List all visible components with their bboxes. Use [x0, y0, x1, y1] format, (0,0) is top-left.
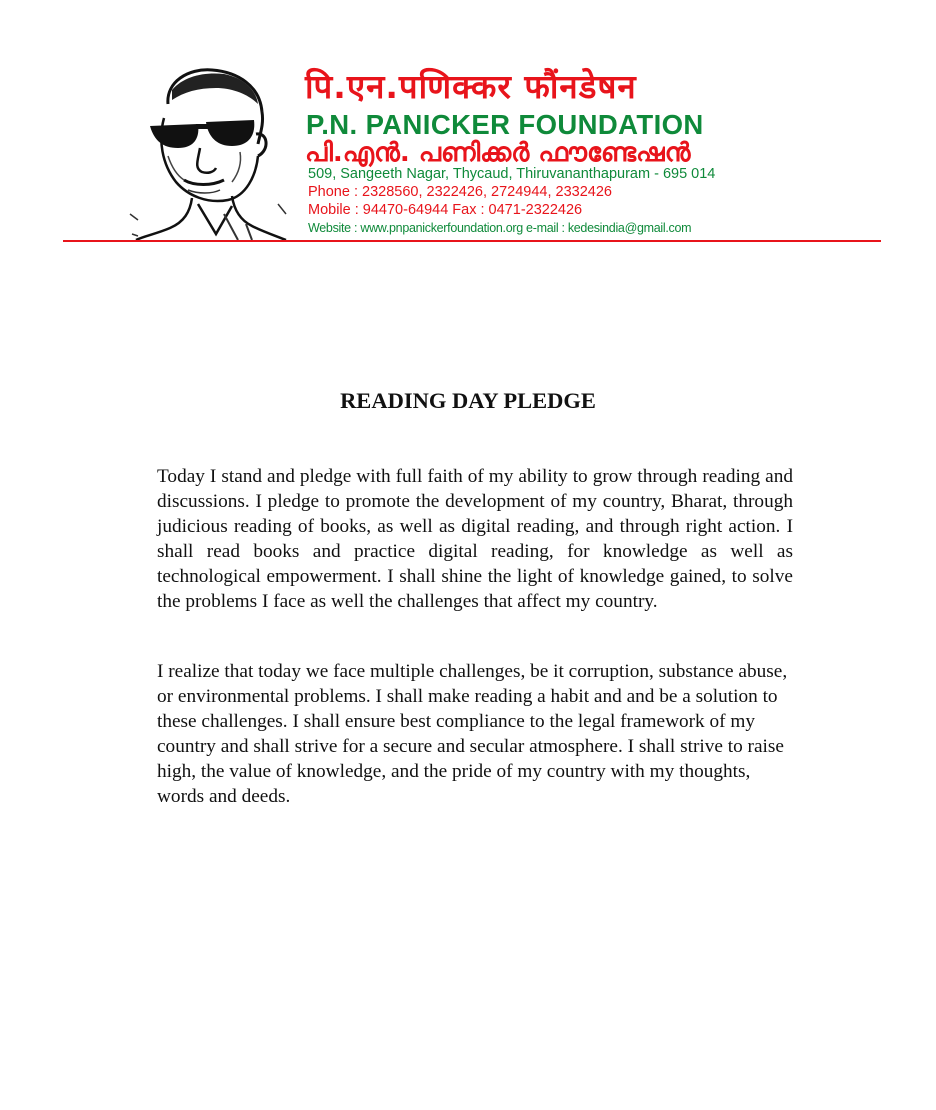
letterhead: [0, 0, 936, 250]
website-email-line: Website : www.pnpanickerfoundation.org e-mail : kedesindia@gmail.com: [308, 221, 692, 235]
org-name-english: P.N. PANICKER FOUNDATION: [306, 109, 704, 140]
document-title: READING DAY PLEDGE: [340, 388, 596, 413]
org-name-malayalam: പി.എൻ. പണിക്കർ ഫൗണ്ടേഷൻ: [305, 138, 691, 168]
org-name-hindi: पि.एन.पणिक्कर फौंनडेषन: [305, 67, 637, 106]
address-line: 509, Sangeeth Nagar, Thycaud, Thiruvananthapuram - 695 014: [308, 166, 716, 182]
founder-portrait: [128, 64, 296, 242]
mobile-fax-line: Mobile : 94470-64944 Fax : 0471-2322426: [308, 202, 583, 218]
pledge-paragraph-1: Today I stand and pledge with full faith of my ability to grow through reading and discussions. I pledge to promote the development of my country, Bharat, through judicious reading of books, as well as digital reading, and through right action. I shall read books and practice digital reading, for knowledge as well as technological empowerment. I shall shine the light of knowledge gained, to solve the problems I face as well the challenges that affect my country.: [157, 466, 793, 612]
phone-line: Phone : 2328560, 2322426, 2724944, 2332426: [308, 184, 612, 200]
pledge-paragraph-2: I realize that today we face multiple challenges, be it corruption, substance abuse, or environmental problems. I shall make reading a habit and and be a solution to these challenges. I shall ensure best compliance to the legal framework of my country and shall strive for a secure and secular atmosphere. I shall strive to raise high, the value of knowledge, and the pride of my country with my thoughts, words and deeds.: [157, 661, 788, 807]
letterhead-divider: [63, 240, 881, 242]
